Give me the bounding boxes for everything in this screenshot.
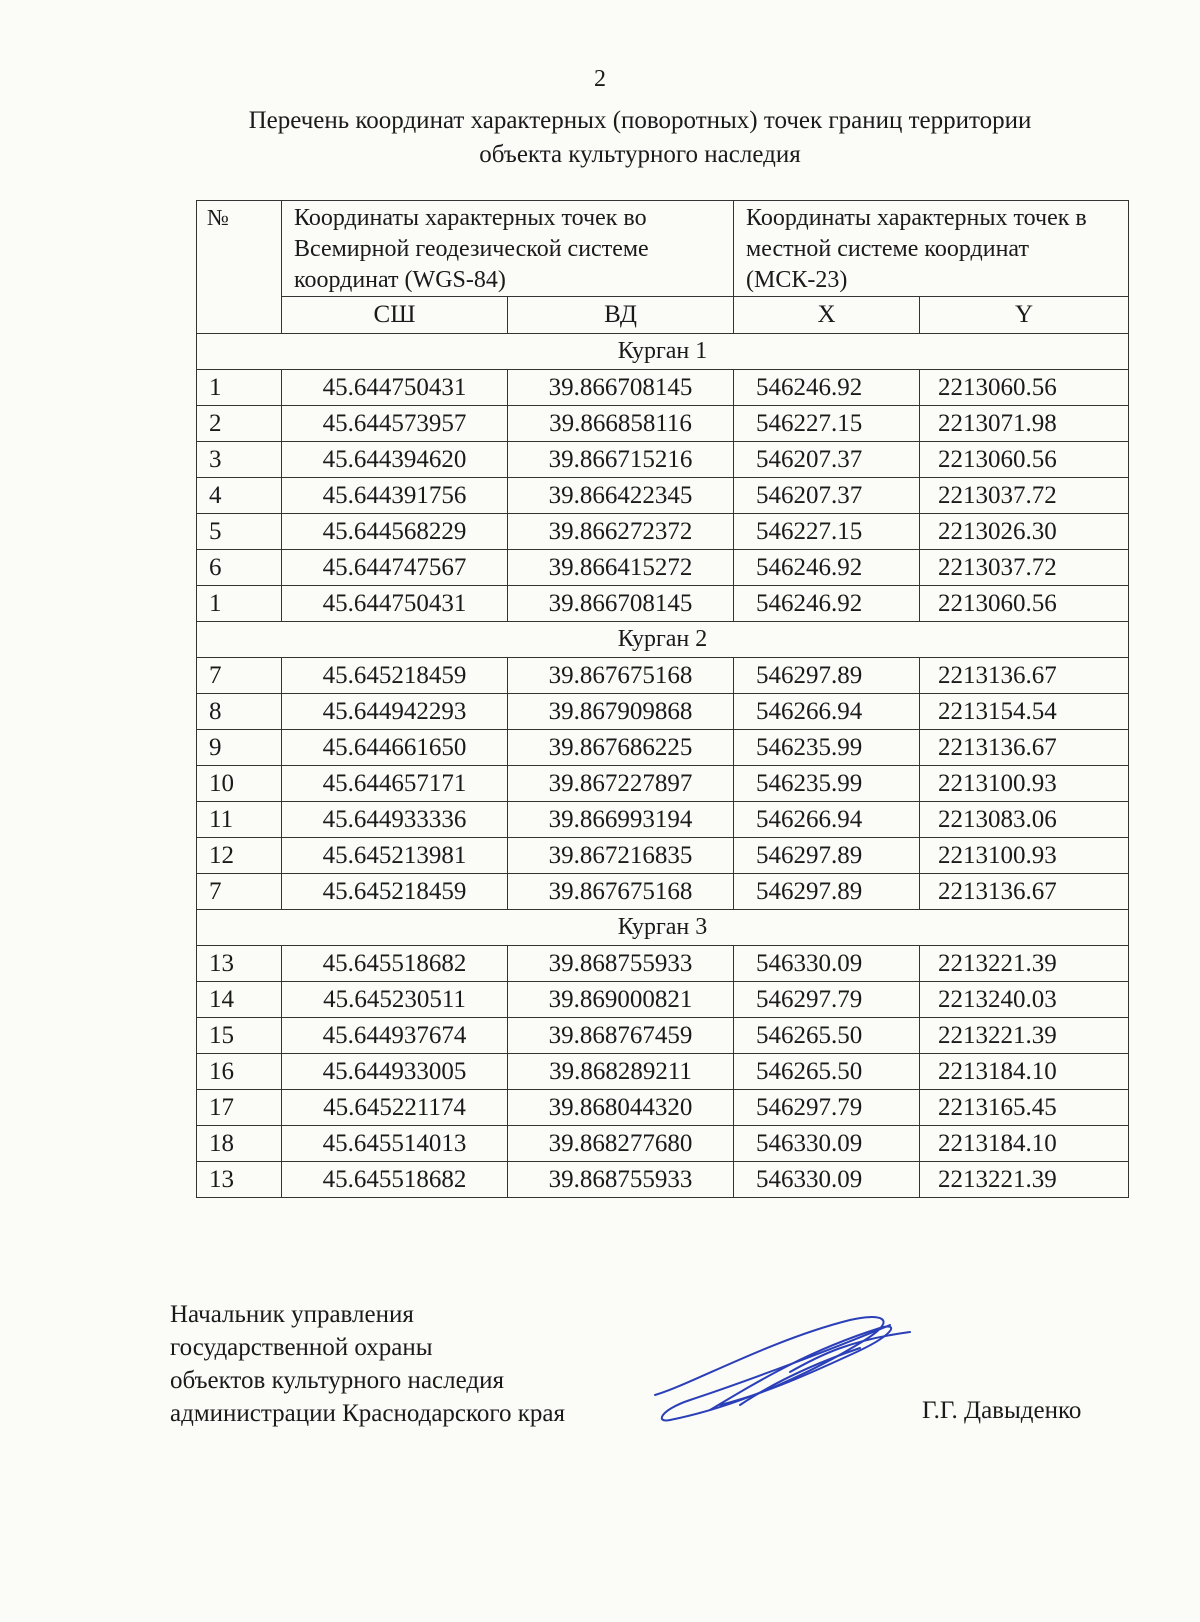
group-title: Курган 1 <box>197 334 1129 370</box>
point-number: 1 <box>197 586 282 622</box>
latitude-cell: 45.645518682 <box>282 1162 508 1198</box>
longitude-cell: 39.867675168 <box>508 658 734 694</box>
x-cell: 546246.92 <box>734 550 920 586</box>
table-row <box>197 730 1129 766</box>
point-number: 1 <box>197 370 282 406</box>
x-cell: 546297.89 <box>734 838 920 874</box>
point-number: 13 <box>197 946 282 982</box>
y-cell: 2213026.30 <box>920 514 1129 550</box>
x-cell: 546235.99 <box>734 730 920 766</box>
latitude-cell: 45.644933005 <box>282 1054 508 1090</box>
x-cell: 546265.50 <box>734 1054 920 1090</box>
latitude-cell: 45.644568229 <box>282 514 508 550</box>
x-cell: 546330.09 <box>734 946 920 982</box>
x-cell: 546330.09 <box>734 1162 920 1198</box>
y-cell: 2213136.67 <box>920 730 1129 766</box>
latitude-cell: 45.645218459 <box>282 874 508 910</box>
longitude-cell: 39.866415272 <box>508 550 734 586</box>
table-row <box>197 1162 1129 1198</box>
latitude-cell: 45.644657171 <box>282 766 508 802</box>
longitude-cell: 39.868044320 <box>508 1090 734 1126</box>
point-number: 3 <box>197 442 282 478</box>
header-msk23-group: Координаты характерных точек в местной системе координат (МСК-23) <box>734 201 1129 297</box>
point-number: 2 <box>197 406 282 442</box>
point-number: 10 <box>197 766 282 802</box>
longitude-cell: 39.868277680 <box>508 1126 734 1162</box>
y-cell: 2213136.67 <box>920 658 1129 694</box>
point-number: 4 <box>197 478 282 514</box>
table-row <box>197 442 1129 478</box>
x-cell: 546297.79 <box>734 982 920 1018</box>
header-number: № <box>197 201 282 334</box>
y-cell: 2213240.03 <box>920 982 1129 1018</box>
group-title: Курган 3 <box>197 910 1129 946</box>
longitude-cell: 39.869000821 <box>508 982 734 1018</box>
signatory-name: Г.Г. Давыденко <box>922 1397 1082 1424</box>
position-line: объектов культурного наследия <box>170 1367 504 1394</box>
y-cell: 2213100.93 <box>920 766 1129 802</box>
longitude-cell: 39.867686225 <box>508 730 734 766</box>
y-cell: 2213136.67 <box>920 874 1129 910</box>
point-number: 8 <box>197 694 282 730</box>
longitude-cell: 39.866422345 <box>508 478 734 514</box>
y-cell: 2213154.54 <box>920 694 1129 730</box>
header-longitude: ВД <box>508 297 734 334</box>
latitude-cell: 45.645213981 <box>282 838 508 874</box>
y-cell: 2213184.10 <box>920 1054 1129 1090</box>
latitude-cell: 45.644661650 <box>282 730 508 766</box>
table-body <box>197 334 1129 1198</box>
latitude-cell: 45.645221174 <box>282 1090 508 1126</box>
latitude-cell: 45.644394620 <box>282 442 508 478</box>
y-cell: 2213221.39 <box>920 1018 1129 1054</box>
y-cell: 2213037.72 <box>920 478 1129 514</box>
x-cell: 546246.92 <box>734 586 920 622</box>
table-row <box>197 406 1129 442</box>
x-cell: 546246.92 <box>734 370 920 406</box>
latitude-cell: 45.645518682 <box>282 946 508 982</box>
latitude-cell: 45.645218459 <box>282 658 508 694</box>
longitude-cell: 39.867909868 <box>508 694 734 730</box>
table-row <box>197 946 1129 982</box>
point-number: 11 <box>197 802 282 838</box>
table-row <box>197 370 1129 406</box>
longitude-cell: 39.868767459 <box>508 1018 734 1054</box>
table-row <box>197 1126 1129 1162</box>
longitude-cell: 39.866715216 <box>508 442 734 478</box>
point-number: 12 <box>197 838 282 874</box>
latitude-cell: 45.644937674 <box>282 1018 508 1054</box>
header-x: X <box>734 297 920 334</box>
table-row <box>197 982 1129 1018</box>
longitude-cell: 39.866858116 <box>508 406 734 442</box>
x-cell: 546297.89 <box>734 658 920 694</box>
longitude-cell: 39.866272372 <box>508 514 734 550</box>
x-cell: 546266.94 <box>734 802 920 838</box>
table-row <box>197 586 1129 622</box>
table-row <box>197 874 1129 910</box>
group-row <box>197 910 1129 946</box>
point-number: 15 <box>197 1018 282 1054</box>
y-cell: 2213060.56 <box>920 442 1129 478</box>
signatory-position <box>170 1298 565 1430</box>
signature-strokes <box>655 1317 910 1420</box>
longitude-cell: 39.867227897 <box>508 766 734 802</box>
y-cell: 2213071.98 <box>920 406 1129 442</box>
longitude-cell: 39.868289211 <box>508 1054 734 1090</box>
group-row <box>197 622 1129 658</box>
table-row <box>197 694 1129 730</box>
point-number: 7 <box>197 874 282 910</box>
position-line: государственной охраны <box>170 1334 433 1361</box>
longitude-cell: 39.866993194 <box>508 802 734 838</box>
table-row <box>197 478 1129 514</box>
latitude-cell: 45.645514013 <box>282 1126 508 1162</box>
table-row <box>197 550 1129 586</box>
coordinates-table <box>196 200 1129 1198</box>
longitude-cell: 39.867216835 <box>508 838 734 874</box>
x-cell: 546330.09 <box>734 1126 920 1162</box>
table-row <box>197 1018 1129 1054</box>
y-cell: 2213100.93 <box>920 838 1129 874</box>
x-cell: 546227.15 <box>734 514 920 550</box>
x-cell: 546207.37 <box>734 478 920 514</box>
latitude-cell: 45.644750431 <box>282 370 508 406</box>
latitude-cell: 45.644933336 <box>282 802 508 838</box>
y-cell: 2213221.39 <box>920 1162 1129 1198</box>
y-cell: 2213037.72 <box>920 550 1129 586</box>
point-number: 7 <box>197 658 282 694</box>
group-title: Курган 2 <box>197 622 1129 658</box>
header-latitude: СШ <box>282 297 508 334</box>
y-cell: 2213060.56 <box>920 370 1129 406</box>
y-cell: 2213221.39 <box>920 946 1129 982</box>
x-cell: 546265.50 <box>734 1018 920 1054</box>
longitude-cell: 39.868755933 <box>508 1162 734 1198</box>
y-cell: 2213165.45 <box>920 1090 1129 1126</box>
x-cell: 546297.79 <box>734 1090 920 1126</box>
latitude-cell: 45.644747567 <box>282 550 508 586</box>
longitude-cell: 39.866708145 <box>508 586 734 622</box>
x-cell: 546207.37 <box>734 442 920 478</box>
x-cell: 546297.89 <box>734 874 920 910</box>
y-cell: 2213060.56 <box>920 586 1129 622</box>
table-row <box>197 1090 1129 1126</box>
latitude-cell: 45.644573957 <box>282 406 508 442</box>
point-number: 16 <box>197 1054 282 1090</box>
header-wgs84-group: Координаты характерных точек во Всемирной геодезической системе координат (WGS-84) <box>282 201 734 297</box>
y-cell: 2213184.10 <box>920 1126 1129 1162</box>
table-row <box>197 838 1129 874</box>
handwritten-signature <box>650 1310 920 1440</box>
table-row <box>197 514 1129 550</box>
x-cell: 546235.99 <box>734 766 920 802</box>
latitude-cell: 45.644750431 <box>282 586 508 622</box>
x-cell: 546266.94 <box>734 694 920 730</box>
title-line-2: объекта культурного наследия <box>479 141 801 168</box>
point-number: 13 <box>197 1162 282 1198</box>
page-number: 2 <box>594 66 606 92</box>
document-title <box>160 104 1120 172</box>
longitude-cell: 39.867675168 <box>508 874 734 910</box>
point-number: 6 <box>197 550 282 586</box>
point-number: 18 <box>197 1126 282 1162</box>
position-line: Начальник управления <box>170 1301 414 1328</box>
table-row <box>197 1054 1129 1090</box>
point-number: 9 <box>197 730 282 766</box>
point-number: 14 <box>197 982 282 1018</box>
position-line: администрации Краснодарского края <box>170 1400 566 1427</box>
latitude-cell: 45.644942293 <box>282 694 508 730</box>
latitude-cell: 45.645230511 <box>282 982 508 1018</box>
title-line-1: Перечень координат характерных (поворотных) точек границ территории <box>248 107 1032 134</box>
header-y: Y <box>920 297 1129 334</box>
point-number: 17 <box>197 1090 282 1126</box>
point-number: 5 <box>197 514 282 550</box>
x-cell: 546227.15 <box>734 406 920 442</box>
table-row <box>197 802 1129 838</box>
latitude-cell: 45.644391756 <box>282 478 508 514</box>
longitude-cell: 39.866708145 <box>508 370 734 406</box>
group-row <box>197 334 1129 370</box>
longitude-cell: 39.868755933 <box>508 946 734 982</box>
table-row <box>197 766 1129 802</box>
table-row <box>197 658 1129 694</box>
y-cell: 2213083.06 <box>920 802 1129 838</box>
